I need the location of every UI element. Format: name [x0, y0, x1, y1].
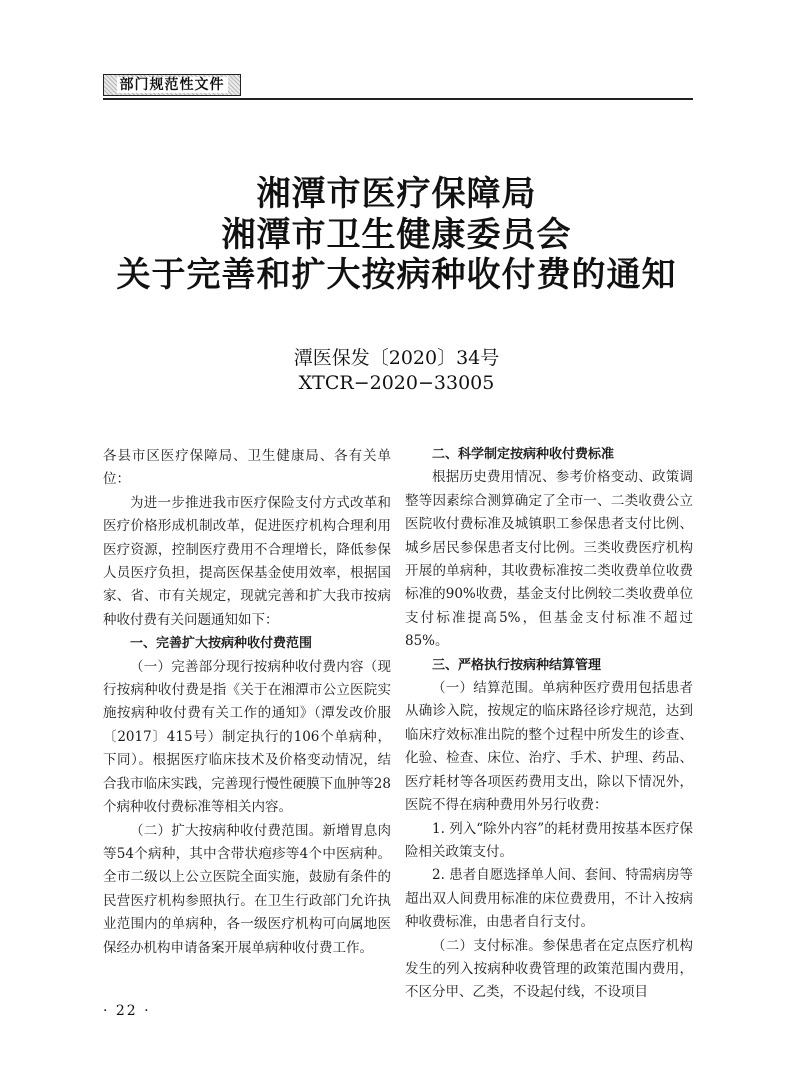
- intro-paragraph: 为进一步推进我市医疗保险支付方式改革和医疗价格形成机制改革，促进医疗机构合理利用医疗资源，控制医疗费用不合理增长，降低参保人员医疗负担，提高医保基金使用效率，根据国家、省、市有关规定，现就完善和扩大我市按病种收付费有关问题通知如下：: [103, 494, 391, 628]
- header-rule: [103, 98, 693, 100]
- left-column: [103, 445, 391, 960]
- title-line-2: 湘潭市卫生健康委员会: [221, 215, 572, 255]
- title-line-3: 关于完善和扩大按病种收付费的通知: [116, 255, 677, 295]
- paragraph-3-2: （二）支付标准。参保患者在定点医疗机构发生的列入按病种收费管理的政策范围内费用，不区分甲、乙类，不设起付线，不设项目: [405, 937, 693, 1001]
- doc-number: 潭医保发〔2020〕34号: [293, 347, 500, 369]
- reg-code: XTCR−2020−33005: [298, 372, 495, 394]
- section-tag-label: 部门规范性文件: [117, 77, 228, 93]
- paragraph-3-1: （一）结算范围。单病种医疗费用包括患者从确诊入院，按规定的临床路径诊疗规范，达到临床疗效标准出院的整个过程中所发生的诊查、化验、检查、床位、治疗、手术、护理、药品、医疗耗材等各项医药费用支出，除以下情况外，医院不得在病种费用外另行收费：: [405, 680, 693, 814]
- section-heading-2: 二、科学制定按病种收付费标准: [432, 447, 615, 462]
- section-heading-1: 一、完善扩大按病种收付费范围: [130, 636, 313, 652]
- right-column: [405, 443, 693, 1005]
- section-heading-3: 三、严格执行按病种结算管理: [432, 657, 602, 673]
- salutation: 各县市区医疗保障局、卫生健康局、各有关单位：: [103, 448, 391, 488]
- paragraph-2: 根据历史费用情况、参考价格变动、政策调整等因素综合测算确定了全市一、二类收费公立医院收付费标准及城镇职工参保患者支付比例、城乡居民参保患者支付比例。三类收费医疗机构开展的单病种，其收费标准按二类收费单位收费标准的90%收费，基金支付比例较二类收费单位支付标准提高5%，但基金支付标准不超过85%。: [405, 469, 693, 650]
- paragraph-3-1-item-2: 2. 患者自愿选择单人间、套间、特需病房等超出双人间费用标准的床位费费用，不计入按病种收费标准，由患者自行支付。: [405, 867, 693, 931]
- paragraph-1-1: （一）完善部分现行按病种收付费内容（现行按病种收付费是指《关于在湘潭市公立医院实施按病种收付费有关工作的通知》（潭发改价服〔2017〕415号）制定执行的106个单病种，下同）。根据医疗临床技术及价格变动情况，结合我市临床实践，完善现行慢性硬膜下血肿等28个病种收付费标准等相关内容。: [103, 658, 391, 816]
- paragraph-1-2: （二）扩大按病种收付费范围。新增胃息肉等54个病种，其中含带状疱疹等4个中医病种。全市二级以上公立医院全面实施，鼓励有条件的民营医疗机构参照执行。在卫生行政部门允许执业范围内的单病种，各一级医疗机构可向属地医保经办机构申请备案开展单病种收付费工作。: [103, 822, 391, 956]
- page-number: · 22 ·: [103, 1003, 151, 1019]
- section-tag: [103, 74, 241, 96]
- title-line-1: 湘潭市医疗保障局: [256, 174, 537, 214]
- paragraph-3-1-item-1: 1. 列入“除外内容”的耗材费用按基本医疗保险相关政策支付。: [405, 820, 693, 860]
